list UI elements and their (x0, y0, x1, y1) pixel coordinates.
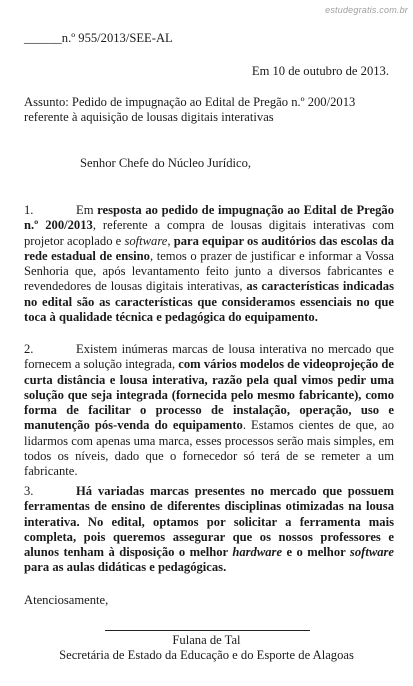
paragraph-1 (24, 203, 394, 325)
paragraph-text: Existem inúmeras marcas de lousa interativa no mercado que fornecem a solução integrada, (24, 342, 394, 372)
signatory-name: Fulana de Tal (172, 633, 241, 647)
paragraph-bold-text: com vários modelos de videoprojeção de curta distância e lousa interativa, razão pela qual vimos pedir uma solução que seja integrada (fornecida pelo mesmo fabricante), como forma de facilitar o processo de instalação, operação, uso e manutenção pós-venda do equipamento (24, 357, 394, 433)
paragraph-text: . Estamos cientes de que, ao lidarmos com apenas uma marca, esses processos serão mais simples, em todos os níveis, dado que o fornecedor só terá de se remeter a um fabricante. (24, 418, 394, 479)
paragraph-text: , temos o prazer de justificar e informar a Vossa Senhoria que, após levantamento feito junto a diversos fabricantes e revendedores de lousas digitais interativas, (24, 248, 394, 294)
paragraph-number: 3. (24, 484, 34, 498)
paragraph-bold-italic-text: software (349, 545, 394, 560)
paragraph-bold-text: Há variadas marcas presentes no mercado que possuem ferramentas de ensino de diferentes disciplinas otimizadas na lousa interativa. No edital, optamos por solicitar a ferramenta mais completa, pois queremos assegurar que os nossos professores e alunos tenham à disposição o melhor (24, 484, 394, 560)
paragraph-number: 2. (24, 342, 34, 356)
paragraph-2 (24, 342, 394, 480)
paragraph-bold-italic-text: hardware (232, 545, 283, 560)
subject-line-1: Assunto: Pedido de impugnação ao Edital de Pregão n.º 200/2013 (24, 95, 356, 109)
signature-line (105, 630, 310, 631)
subject-line-2: referente à aquisição de lousas digitais interativas (24, 110, 274, 125)
document-date: Em 10 de outubro de 2013. (251, 64, 389, 78)
watermark-text: estudegratis.com.br (325, 5, 408, 15)
salutation: Senhor Chefe do Núcleo Jurídico, (80, 156, 252, 170)
paragraph-bold-text: e o melhor (282, 545, 350, 560)
paragraph-italic-text: software (124, 233, 168, 248)
paragraph-bold-text: para as aulas didáticas e pedagógicas. (24, 560, 227, 575)
paragraph-bold-text: as características indicadas no edital são as características que consideramos essenciais no que toca à qualidade técnica e pedagógica do equipamento. (24, 279, 394, 325)
document-number: ______n.º 955/2013/SEE-AL (24, 31, 173, 45)
paragraph-text: Em (76, 203, 98, 217)
signature-block (0, 633, 413, 664)
paragraph-number: 1. (24, 203, 34, 217)
paragraph-3 (24, 484, 394, 576)
paragraph-bold-text: para equipar os auditórios das escolas da rede estadual de ensino (24, 233, 395, 263)
paragraph-bold-text: resposta ao pedido de impugnação ao Edital de Pregão n.º 200/2013 (24, 203, 394, 233)
paragraph-text: , (167, 233, 174, 248)
signatory-title: Secretária de Estado da Educação e do Esporte de Alagoas (59, 648, 354, 663)
closing: Atenciosamente, (24, 593, 109, 607)
subject-block (24, 95, 396, 126)
paragraph-text: , referente a compra de lousas digitais interativas com projetor acoplado e (24, 218, 394, 248)
